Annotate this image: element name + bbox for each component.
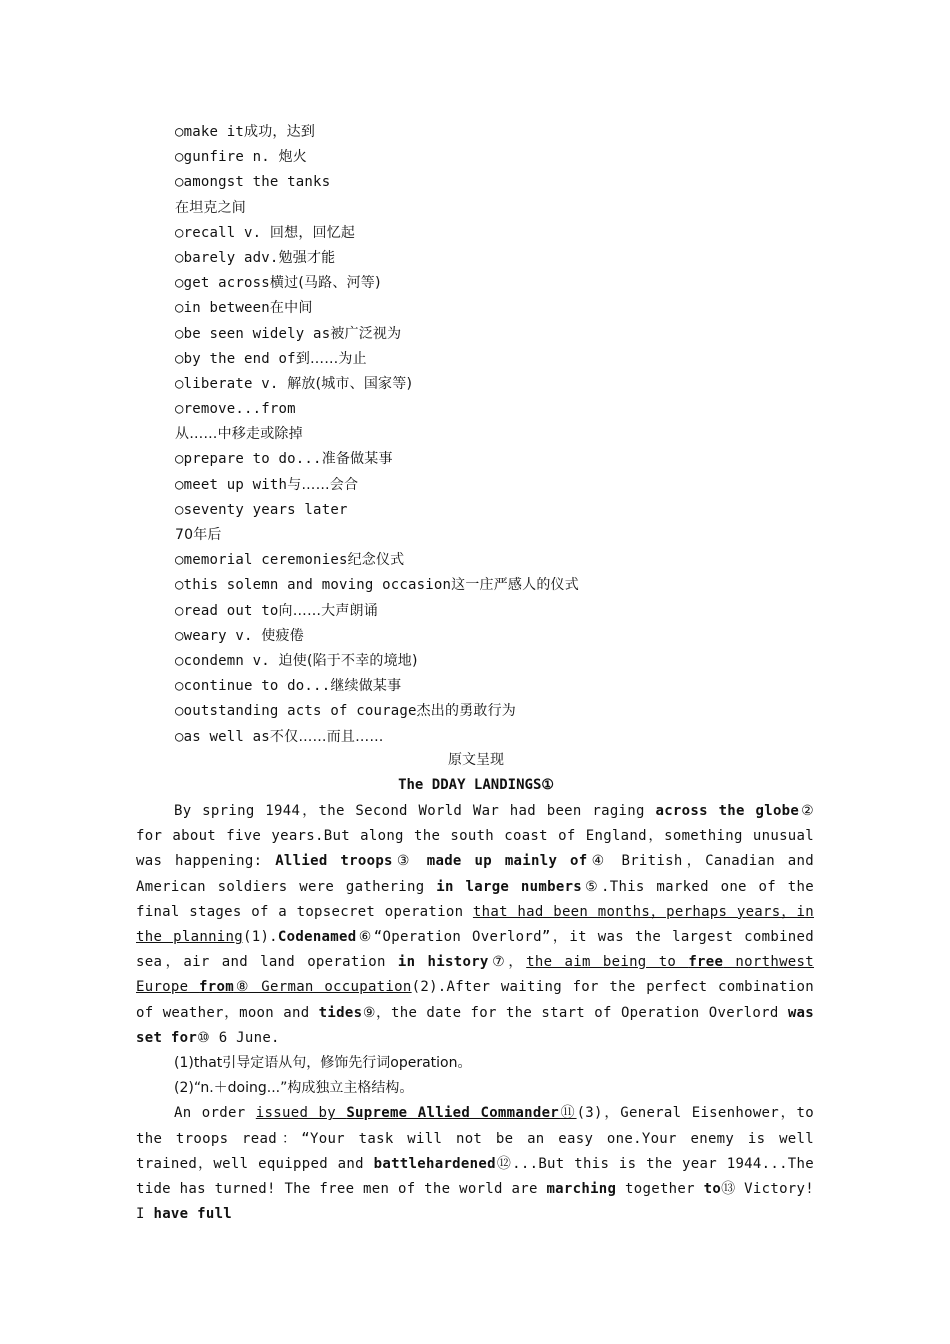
vocab-item [175, 447, 815, 472]
vocabulary-list [175, 120, 815, 750]
vocab-chinese: 向……大声朗诵 [278, 602, 378, 619]
highlighted-phrase: Supreme Allied Commander [346, 1105, 560, 1122]
vocab-chinese: 使疲倦 [261, 627, 304, 644]
vocab-english: ○condemn v. [175, 652, 279, 669]
vocab-item [175, 573, 815, 598]
vocab-item [175, 649, 815, 674]
highlighted-phrase: the aim being to [526, 954, 689, 971]
highlighted-phrase: tides [318, 1004, 363, 1021]
highlighted-phrase: made up mainly of [426, 853, 588, 870]
highlighted-phrase: in large numbers [436, 878, 583, 895]
text-run: (1). [242, 929, 278, 946]
vocab-english: ○meet up with [175, 476, 288, 493]
vocab-item [175, 624, 815, 649]
vocab-chinese: 准备做某事 [321, 451, 393, 468]
vocab-chinese: 在中间 [269, 300, 313, 317]
vocab-chinese: 成功，达到 [244, 124, 316, 140]
vocab-item [175, 498, 815, 523]
highlighted-phrase: from [199, 979, 234, 996]
vocab-english: ○prepare to do... [175, 451, 322, 468]
text-run: By spring 1944，the Second World War had been raging [174, 803, 656, 819]
text-run: ⑤.This marked one of the final stages of a topsecret operation [136, 878, 814, 920]
vocab-item [175, 599, 815, 624]
highlighted-phrase: across the globe [655, 803, 800, 819]
text-run: ④ British，Canadian and American soldiers were gathering [136, 853, 814, 895]
highlighted-phrase: Allied troops [275, 853, 393, 870]
highlighted-phrase: free [688, 954, 724, 971]
text-run: ⑩ 6 June. [197, 1029, 280, 1046]
paragraph-2 [136, 1101, 814, 1227]
highlighted-phrase: marching [546, 1181, 617, 1198]
vocab-english: ○get across [175, 275, 270, 292]
vocab-item [175, 145, 815, 170]
highlighted-phrase: Codenamed [277, 929, 357, 946]
highlighted-phrase: in history [397, 954, 489, 971]
text-run: (2).After waiting for the perfect combination of weather，moon and [136, 979, 815, 1021]
vocab-chinese: 迫使(陷于不幸的境地) [278, 652, 418, 669]
vocab-english: ○gunfire n. [175, 149, 279, 166]
highlighted-phrase: that had been months，perhaps years，in the planning [136, 903, 814, 946]
vocab-chinese: 不仅……而且…… [269, 728, 384, 745]
vocab-chinese: 继续做某事 [330, 678, 402, 695]
vocab-item [175, 196, 815, 221]
vocab-english: ○weary v. [175, 627, 262, 644]
text-run: ⑨，the date for the start of Operation Overlord [362, 1004, 788, 1021]
vocab-chinese: 被广泛视为 [330, 325, 402, 342]
vocab-chinese: 横过(马路、河等) [269, 275, 381, 292]
vocab-english: ○memorial ceremonies [175, 552, 348, 569]
article-title: The DDAY LANDINGS① [398, 777, 554, 793]
vocab-english: ○remove...from [175, 401, 296, 418]
vocab-english: ○barely adv. [175, 249, 279, 266]
note-1: (1)that引导定语从句，修饰先行词operation。 [174, 1055, 472, 1072]
vocab-chinese: 与……会合 [287, 476, 359, 493]
vocab-english: ○in between [175, 300, 270, 317]
highlighted-phrase: ⑪ [559, 1105, 577, 1122]
vocab-item [175, 725, 815, 750]
vocab-item [175, 221, 815, 246]
text-run: ⑦， [488, 954, 527, 971]
vocab-item [175, 397, 815, 422]
highlighted-phrase: to [703, 1181, 722, 1198]
vocab-item [175, 170, 815, 195]
vocab-english: ○amongst the tanks [175, 174, 331, 191]
text-run: ③ [392, 853, 427, 870]
note-2: (2)“n.＋doing...”构成独立主格结构。 [174, 1080, 414, 1097]
vocab-chinese: 到……为止 [295, 350, 367, 367]
text-run: ⑫...But this is the year 1944...The tide has turned! The free men of the world are [136, 1155, 814, 1198]
vocab-item [175, 347, 815, 372]
paragraph-1 [136, 799, 814, 1051]
vocab-chinese: 回想，回忆起 [269, 224, 356, 241]
highlighted-phrase: have full [153, 1206, 233, 1223]
vocab-chinese: 在坦克之间 [175, 199, 246, 216]
vocab-english: ○be seen widely as [175, 325, 331, 342]
highlighted-phrase: battlehardened [373, 1155, 496, 1172]
vocab-item [175, 473, 815, 498]
vocab-chinese: 70年后 [175, 527, 222, 543]
vocab-item [175, 422, 815, 447]
text-run: ② for about five years.But along the south coast of England，something unusual was happening: [136, 803, 814, 870]
text-run: together [616, 1181, 704, 1198]
vocab-chinese: 勉强才能 [278, 249, 336, 266]
vocab-chinese: 从……中移走或除掉 [175, 426, 303, 443]
vocab-item [175, 372, 815, 397]
text-run: ⑥“Operation Overlord”，it was the largest combined sea，air and land operation [136, 929, 814, 971]
section-label: 原文呈现 [448, 752, 504, 768]
vocab-item [175, 246, 815, 271]
vocab-english: ○liberate v. [175, 375, 288, 392]
vocab-chinese: 这一庄严感人的仪式 [451, 577, 579, 594]
text-run: ⑬ Victory! I [136, 1181, 814, 1223]
vocab-item [175, 271, 815, 296]
vocab-item [175, 322, 815, 347]
vocab-english: ○read out to [175, 602, 279, 619]
vocab-item [175, 523, 815, 548]
article-body [136, 799, 814, 1227]
vocab-english: ○seventy years later [175, 501, 348, 518]
vocab-item [175, 296, 815, 321]
vocab-item [175, 699, 815, 724]
vocab-item [175, 548, 815, 573]
vocab-chinese: 炮火 [278, 149, 307, 166]
vocab-chinese: 纪念仪式 [347, 552, 405, 569]
vocab-english: ○recall v. [175, 224, 270, 241]
highlighted-phrase: issued by [255, 1105, 347, 1122]
vocab-english: ○make it [175, 124, 245, 140]
vocab-english: ○this solemn and moving occasion [175, 577, 452, 594]
highlighted-phrase: ⑧ German occupation [233, 979, 412, 996]
vocab-item [175, 120, 815, 145]
vocab-english: ○as well as [175, 728, 270, 745]
highlighted-phrase: was set for [136, 1004, 814, 1046]
highlighted-phrase: northwest Europe [136, 954, 814, 996]
text-run: (3)，General Eisenhower，to the troops read：“Your task will not be an easy one.Your enemy is well trained，well equipped and [136, 1105, 814, 1172]
vocab-english: ○outstanding acts of courage [175, 703, 417, 720]
vocab-english: ○by the end of [175, 350, 296, 367]
vocab-english: ○continue to do... [175, 678, 331, 695]
vocab-chinese: 解放(城市、国家等) [287, 375, 413, 392]
vocab-item [175, 674, 815, 699]
vocab-chinese: 杰出的勇敢行为 [416, 703, 517, 720]
text-run: An order [174, 1105, 256, 1122]
